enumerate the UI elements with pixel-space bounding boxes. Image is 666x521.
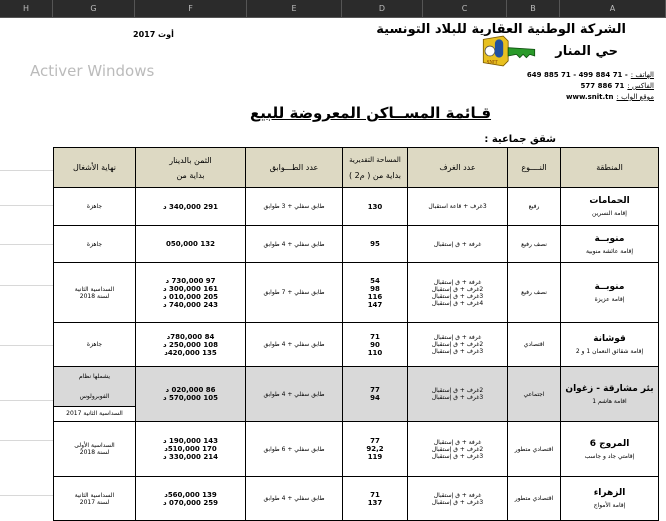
residence-name: إقامة عزيزة [594,296,625,303]
date: أوت 2017 [133,30,174,39]
cell-zone [561,477,659,521]
cell-type: اقتصادي [508,323,561,367]
rooms-value: 3غرف + قاعة استقبال [428,203,487,210]
areas-value: 130 [367,202,383,211]
company-name: الشركة الوطنية العقارية للبلاد التونسية [376,22,626,37]
column-header-f[interactable]: F [135,0,247,18]
listings-table [53,147,659,521]
cell-rooms [408,226,508,263]
areas-value: 137 [367,498,383,507]
residence-name: إقامة عائشة منوبية [585,247,634,255]
prices-value: 135 420,000د [164,348,217,357]
table-row [54,323,659,367]
areas-value: 116 [367,292,383,301]
prices-value: 86 020,000 د [165,386,216,394]
zone-name: منوبــة [594,233,625,244]
cell-zone [561,263,659,323]
gridline [0,285,53,286]
residence-name: إقامة النسرين [592,210,627,217]
end-value: الفوبرولوس [79,392,110,400]
svg-text:SNIT: SNIT [486,60,498,66]
column-header-g[interactable]: G [53,0,135,18]
zone-name: بئر مشارقة - زغوان [565,383,654,394]
header-price-line1: الثمن بالدينار [169,155,212,165]
cell-floors: طابق سفلي + 4 طوابق [246,323,343,367]
gridline [0,345,53,346]
rooms-value: غرفة + ق إستقبال [433,240,482,248]
cell-price [136,188,246,226]
cell-area [343,477,408,521]
cell-price [136,367,246,422]
column-header-a[interactable]: A [560,0,666,18]
prices-value: 243 740,000 د [163,300,218,309]
gridline [0,495,53,496]
column-header-bar [0,0,666,18]
cell-zone [561,323,659,367]
header-price [136,148,246,188]
zone-name: المروج 6 [589,438,630,449]
header-area [343,148,408,188]
cell-type: اجتماعي [508,367,561,422]
cell-area [343,226,408,263]
column-header-c[interactable]: C [423,0,507,18]
zone-name: الحمامات [589,196,630,206]
zone-name: منوبــة [594,282,625,292]
header-zone: المنطقة [561,148,659,188]
phone-label: الهاتف : [630,71,654,79]
cell-price [136,263,246,323]
areas-value: 92,2 [366,445,384,453]
cell-end [54,263,136,323]
rooms-value: غرفة + ق إستقبال [433,491,482,499]
table-header-row [54,148,659,188]
cell-type: نصف رفيع [508,226,561,263]
gridline [0,400,53,401]
end-value: السداسية الأولى [74,442,115,449]
cell-area [343,263,408,323]
table-row [54,367,659,422]
cell-floors: طابق سفلي + 4 طوابق [246,477,343,521]
prices-value: 143 190,000 د [163,437,218,445]
residence-name: اقامة هاشم 1 [592,397,627,405]
table-row [54,263,659,323]
areas-value: 95 [370,240,380,248]
areas-value: 77 [370,386,380,394]
rooms-value: 3غرف + ق إستقبال [431,348,484,355]
table-row [54,188,659,226]
rooms-value: غرفة + ق إستقبال [433,438,482,446]
prices-value: 170 510,000د [164,445,217,453]
column-header-d[interactable]: D [342,0,423,18]
areas-value: 94 [370,394,380,402]
areas-value: 71 [370,490,380,499]
fax-label: الفاكس : [627,82,654,90]
prices-value: 139 560,000د [164,490,217,499]
cell-rooms [408,323,508,367]
cell-end [54,323,136,367]
header-end: نهاية الأشغال [54,148,136,188]
cell-rooms [408,188,508,226]
header-rooms: عدد الغرف [408,148,508,188]
rooms-value: 2غرف + ق إستقبال [431,341,484,348]
rooms-value: 3غرف + ق إستقبال [431,452,484,460]
prices-value: 132 050,000 [166,240,215,248]
header-area-line2: بداية من ( م2 ) [348,170,401,180]
end-value: لسنة 2017 [79,498,110,506]
areas-value: 71 [370,332,380,341]
prices-value: 105 570,000 د [163,394,218,402]
header-type: النــــوع [508,148,561,188]
page-title: قـائمة المســاكن المعروضة للبيع [250,104,492,122]
web-value: www.snit.tn [566,93,614,101]
cell-end [54,226,136,263]
cell-type: نصف رفيع [508,263,561,323]
gridline [0,244,53,245]
areas-value: 54 [370,276,380,285]
end-value: جاهزة [86,341,103,348]
header-area-line1: المساحة التقديرية [349,155,401,164]
rooms-value: 2غرف + ق إستقبال [431,387,484,394]
section-title: شقق جماعية : [484,134,556,145]
areas-value: 147 [367,300,383,309]
cell-rooms [408,477,508,521]
residence-name: إقامتي جاد و جاسب [584,452,635,460]
prices-value: 161 300,000 د [163,284,218,293]
rooms-value: 2غرف + ق إستقبال [431,285,484,293]
rooms-value: 3غرف + ق إستقبال [431,394,484,401]
web-label: موقع الواب : [616,93,654,101]
cell-price [136,226,246,263]
cell-floors: طابق سفلي + 7 طوابق [246,263,343,323]
rooms-value: 3غرف + ق إستقبال [431,498,484,506]
rooms-value: 2غرف + ق إستقبال [431,445,484,453]
cell-type: اقتصادي متطور [508,477,561,521]
column-header-h[interactable]: H [0,0,53,18]
header-price-line2: بداية من [176,170,205,180]
cell-end [54,367,136,422]
areas-value: 90 [370,340,380,349]
areas-value: 77 [370,437,380,445]
cell-zone [561,226,659,263]
areas-value: 110 [367,348,383,357]
cell-floors: طابق سفلي + 3 طوابق [246,188,343,226]
cell-rooms [408,367,508,422]
end-value: يشملها نظام [78,373,111,381]
zone-name: قوشانة [593,334,626,344]
cell-floors: طابق سفلي + 4 طوابق [246,226,343,263]
table-row [54,477,659,521]
table-row [54,422,659,477]
prices-value: 97 730,000 د [165,276,216,285]
end-value: جاهزة [86,203,103,210]
column-header-e[interactable]: E [247,0,342,18]
rooms-value: 4غرف + ق إستقبال [431,299,484,307]
end-value: جاهزة [86,240,103,248]
table-row [54,226,659,263]
areas-value: 98 [370,284,380,293]
cell-zone [561,188,659,226]
cell-end [54,188,136,226]
rooms-value: 3غرف + ق إستقبال [431,292,484,300]
end-value: السداسية الثانية [74,491,115,499]
gridline [0,170,53,171]
cell-area [343,323,408,367]
activation-watermark: Activer Windows [30,62,155,80]
zone-name: الزهراء [593,488,626,498]
cell-floors: طابق سفلي + 4 طوابق [246,367,343,422]
column-header-b[interactable]: B [507,0,560,18]
cell-area [343,188,408,226]
prices-value: 84 780,000د [166,332,215,341]
cell-area [343,422,408,477]
cell-price [136,477,246,521]
residence-name: إقامة الأمواج [593,502,626,509]
cell-end [54,422,136,477]
prices-value: 205 010,000 د [163,292,218,301]
areas-value: 119 [367,453,383,461]
cell-end [54,477,136,521]
prices-value: 214 330,000 د [163,453,218,461]
end-value: لسنة 2018 [79,449,110,456]
cell-price [136,323,246,367]
cell-type: رفيع [508,188,561,226]
cell-rooms [408,422,508,477]
end-value: السداسية الثانية [74,285,115,293]
cell-floors: طابق سفلي + 6 طوابق [246,422,343,477]
site-name: حي المنار [555,44,618,59]
cell-price [136,422,246,477]
cell-type: اقتصادي متطور [508,422,561,477]
gridline [0,205,53,206]
prices-value: 259 070,000 د [163,498,218,507]
header-floors: عدد الطـــوابق [246,148,343,188]
gridline [0,440,53,441]
residence-name: إقامة شقائق النعمان 1 و 2 [575,348,644,355]
cell-area [343,367,408,422]
phone-value: - 71 884 499 - 71 885 649 [526,71,628,79]
prices-value: 291 340,000 د [163,202,218,211]
prices-value: 108 250,000 د [163,340,218,349]
fax-value: 71 886 577 [580,82,625,90]
cell-rooms [408,263,508,323]
cell-zone [561,367,659,422]
rooms-value: غرفة + ق إستقبال [433,278,482,286]
end-extra: السداسية الثانية 2017 [66,410,123,417]
snit-key-logo-icon [480,34,538,68]
end-value: لسنة 2018 [79,292,110,300]
cell-zone [561,422,659,477]
rooms-value: غرفة + ق إستقبال [433,334,482,341]
